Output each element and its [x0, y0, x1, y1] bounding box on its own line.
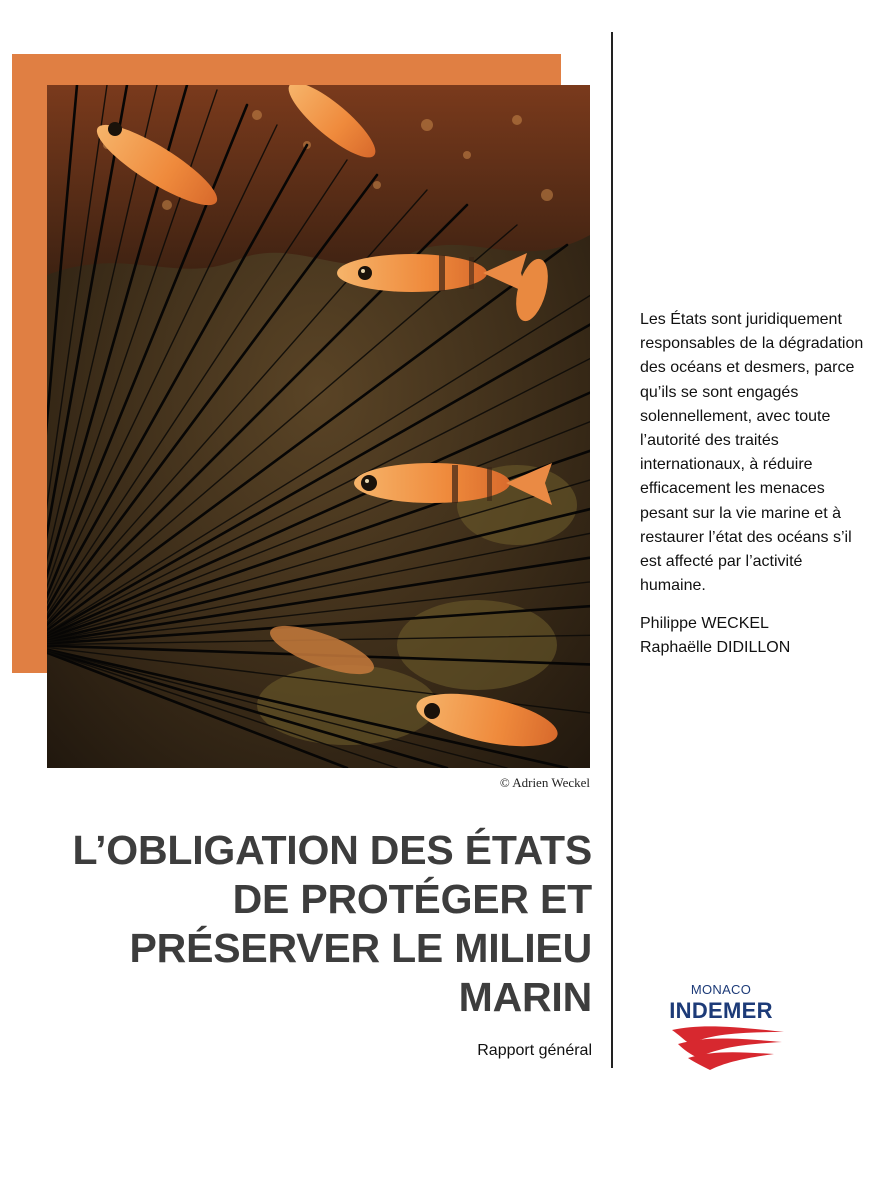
cover-photo — [47, 85, 590, 768]
vertical-divider — [611, 32, 613, 1068]
indemer-logo — [668, 982, 790, 1072]
red-waves-icon — [670, 1024, 786, 1070]
quote-text: Les États sont juridiquement responsables de la dégradation des océans et desmers, parce qu’ils se sont engagés solennellement, avec toute l’autorité des traités internationaux, à réduire efficacement les menaces pesant sur la vie marine et à restaurer l’état des océans s’il est affecté par l’activité humaine. — [640, 311, 864, 595]
authors — [640, 612, 872, 660]
report-subtitle: Rapport général — [477, 1042, 592, 1059]
title-line: MARIN — [458, 974, 592, 1020]
logo-main-text: INDEMER — [669, 998, 773, 1023]
title-line: DE PROTÉGER ET — [232, 876, 592, 922]
title-line: PRÉSERVER LE MILIEU — [129, 925, 592, 971]
author-name: Raphaëlle DIDILLON — [640, 639, 791, 656]
logo-top-text: MONACO — [690, 982, 752, 997]
photo-credit: © Adrien Weckel — [499, 775, 590, 790]
fish-and-urchin-photo-icon — [47, 85, 590, 768]
title-line: L’OBLIGATION DES ÉTATS — [72, 827, 592, 873]
author-name: Philippe WECKEL — [640, 615, 769, 632]
report-title — [40, 826, 592, 1022]
